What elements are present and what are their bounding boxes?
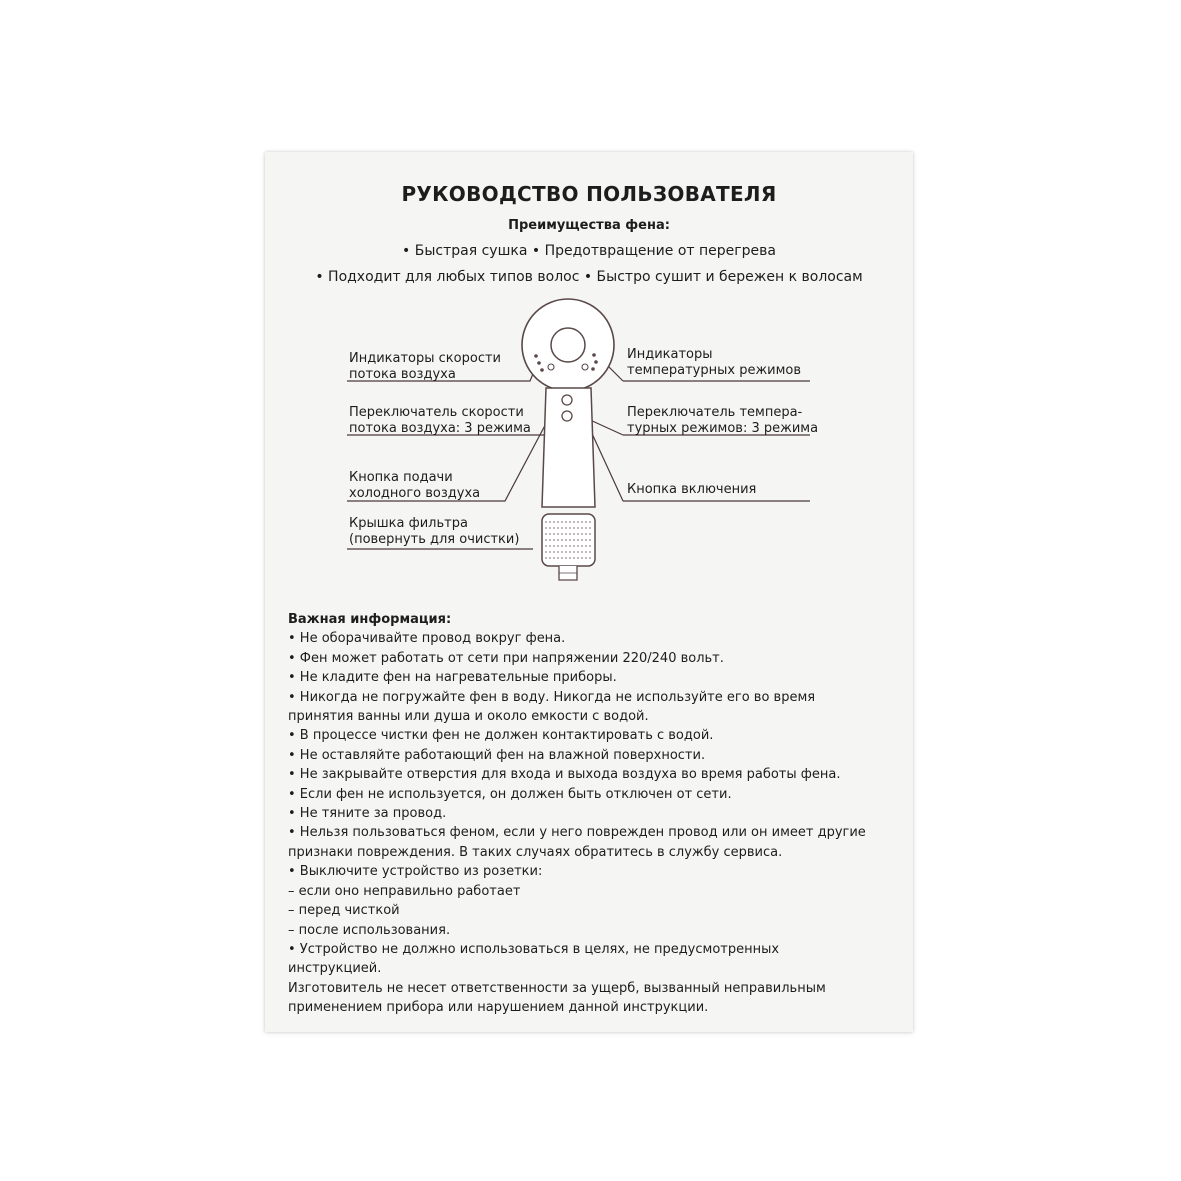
info-line: признаки повреждения. В таких случаях обратитесь в службу сервиса. — [288, 844, 783, 860]
info-line: • Устройство не должно использоваться в целях, не предусмотренных — [288, 941, 780, 957]
info-line: • Не оборачивайте провод вокруг фена. — [288, 631, 566, 647]
info-line: • Фен может работать от сети при напряжении 220/240 вольт. — [288, 650, 724, 666]
info-line: • Не тяните за провод. — [288, 806, 447, 822]
callout-filter-cover: Крышка фильтра (повернуть для очистки) — [349, 516, 520, 547]
info-line: • Нельзя пользоваться феном, если у него поврежден провод или он имеет другие — [288, 825, 866, 841]
info-line: Изготовитель не несет ответственности за ущерб, вызванный неправильным — [288, 980, 826, 996]
dryer-handle — [542, 388, 595, 507]
benefit-line: • Подходит для любых типов волос • Быстро сушит и бережен к волосам — [315, 269, 863, 285]
benefit-line: • Быстрая сушка • Предотвращение от перегрева — [402, 243, 776, 259]
info-line: • Не оставляйте работающий фен на влажной поверхности. — [288, 747, 706, 763]
info-line: • Не закрывайте отверстия для входа и выхода воздуха во время работы фена. — [288, 767, 841, 783]
filter-cover — [542, 514, 595, 580]
info-line: • Не кладите фен на нагревательные приборы. — [288, 670, 617, 686]
info-line: применением прибора или нарушением данной инструкции. — [288, 1000, 709, 1016]
page-title: РУКОВОДСТВО ПОЛЬЗОВАТЕЛЯ — [401, 182, 777, 206]
callout-power-button: Кнопка включения — [627, 482, 757, 497]
callout-airspeed-indicators: Индикаторы скорости потока воздуха — [349, 351, 501, 382]
instruction-sheet — [265, 152, 913, 1032]
callout-cold-button: Кнопка подачи холодного воздуха — [349, 470, 481, 501]
info-line: принятия ванны или душа и около емкости с водой. — [288, 709, 649, 725]
important-info-heading: Важная информация: — [288, 612, 452, 627]
info-line: • В процессе чистки фен не должен контактировать с водой. — [288, 728, 714, 744]
info-line: • Выключите устройство из розетки: — [288, 864, 543, 880]
dryer-head — [522, 299, 614, 391]
benefits-heading: Преимущества фена: — [508, 218, 670, 233]
callout-temp-switch: Переключатель темпера- турных режимов: 3 режима — [627, 405, 819, 436]
info-line: – перед чисткой — [288, 903, 400, 919]
info-line: – после использования. — [288, 922, 451, 938]
callout-temp-indicators: Индикаторы температурных режимов — [627, 347, 802, 378]
info-line: инструкцией. — [288, 961, 382, 977]
callout-speed-switch: Переключатель скорости потока воздуха: 3 режима — [349, 405, 531, 436]
info-line: – если оно неправильно работает — [288, 883, 521, 899]
info-line: • Если фен не используется, он должен быть отключен от сети. — [288, 786, 732, 802]
info-line: • Никогда не погружайте фен в воду. Никогда не используйте его во время — [288, 689, 816, 705]
important-info — [288, 610, 898, 1018]
